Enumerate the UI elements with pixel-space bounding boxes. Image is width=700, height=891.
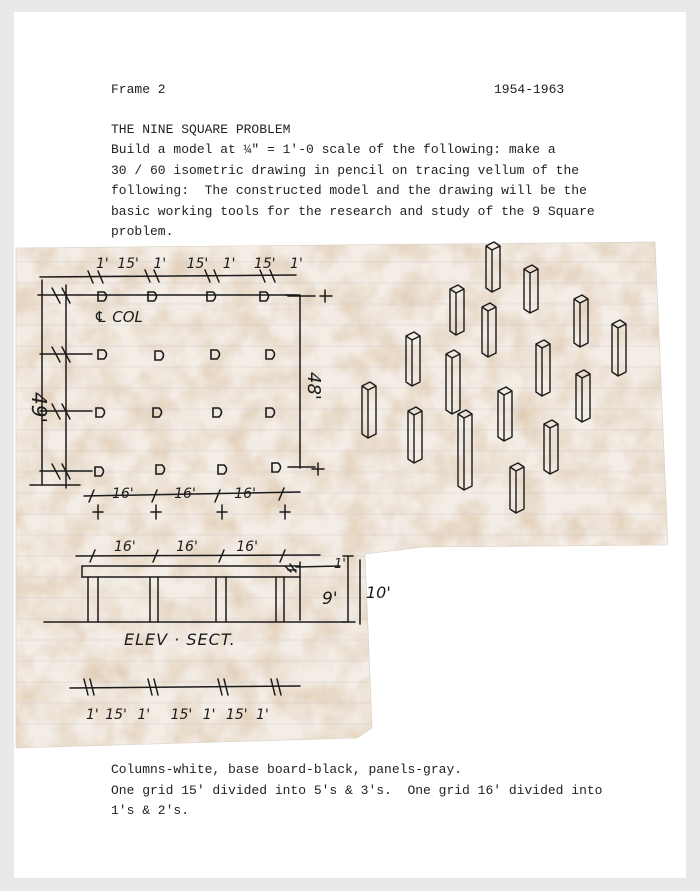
date-range: 1954-1963 [494, 82, 565, 97]
plan-bottom-dim-3: 16' [234, 486, 256, 502]
problem-title: THE NINE SQUARE PROBLEM [111, 122, 291, 137]
plan-dim-1d: 1' [290, 256, 303, 272]
plan-dim-1b: 1' [153, 256, 167, 272]
section-bottom-dim-15a: 15' [105, 707, 127, 723]
plan-bottom-dim-2: 16' [174, 486, 196, 502]
section-top-dim-3: 16' [236, 539, 258, 555]
plan-dim-15b: 15' [186, 256, 209, 272]
plan-top-dims [96, 256, 303, 272]
section-top-dim-2: 16' [176, 539, 198, 555]
section-bottom-dim-1b: 1' [137, 707, 151, 723]
section-bottom-dim-1d: 1' [256, 707, 269, 723]
plan-dim-15a: 15' [117, 256, 139, 272]
footer-notes: Columns-white, base board-black, panels-gray. One grid 15' divided into 5's & 3's. One grid 16' divided into 1's & 2's. [111, 762, 603, 818]
plan-bottom-dims [112, 486, 256, 502]
section-bottom-dim-1a: 1' [86, 707, 99, 723]
plan-dim-1a: 1' [96, 256, 109, 272]
section-top-dim-1: 16' [114, 539, 136, 555]
section-dim-1: 1' [334, 557, 346, 572]
plan-col-note: ℄ COL [94, 308, 143, 326]
frame-label: Frame 2 [111, 82, 166, 97]
plan-right-dim: 48' [303, 372, 324, 400]
section-bottom-dim-1c: 1' [202, 707, 216, 723]
section-dim-9: 9' [322, 589, 338, 609]
plan-dim-1c: 1' [222, 256, 236, 272]
plan-dim-15c: 15' [253, 256, 276, 272]
section-top-dims [114, 539, 258, 555]
section-bottom-dim-15c: 15' [225, 707, 248, 723]
section-label: ELEV · SECT. [124, 630, 236, 649]
section-bottom-dims [86, 707, 269, 723]
instructions-text: Build a model at ¼" = 1'-0 scale of the following: make a 30 / 60 isometric drawing in pencil on tracing vellum of the following: The constructed model and the drawing will be the basic working tools for the research and study of the 9 Square problem. [111, 142, 595, 239]
plan-bottom-dim-1: 16' [112, 486, 134, 502]
section-dim-10: 10' [366, 583, 391, 602]
section-bottom-dim-15b: 15' [170, 707, 193, 723]
plan-left-dim: 49' [27, 392, 51, 423]
